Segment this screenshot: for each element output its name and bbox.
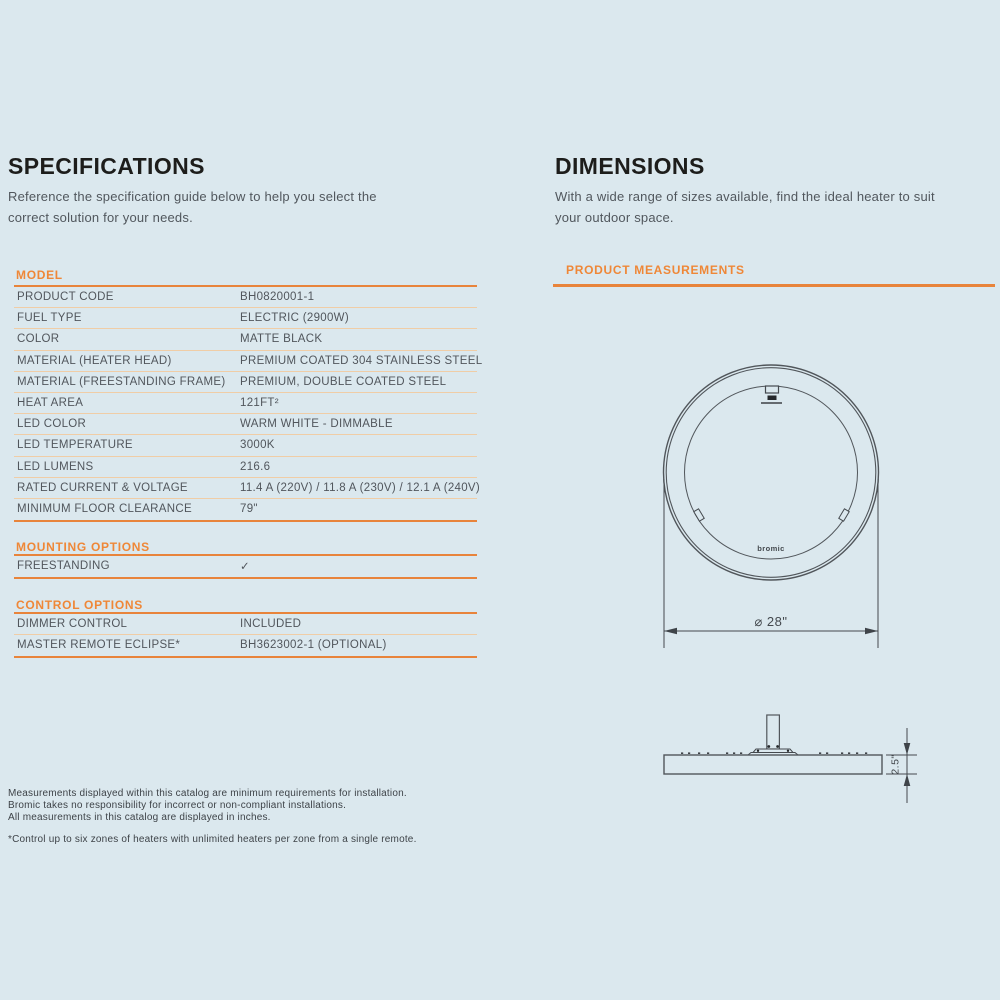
spec-row-value: 121FT² bbox=[240, 397, 279, 410]
table-row bbox=[14, 393, 477, 414]
model-table bbox=[14, 285, 483, 522]
product-drawing bbox=[555, 300, 1000, 830]
check-icon: ✓ bbox=[240, 561, 250, 574]
spec-row-label: LED COLOR bbox=[17, 418, 87, 431]
footnotes bbox=[8, 788, 417, 846]
spec-row-label: RATED CURRENT & VOLTAGE bbox=[17, 481, 188, 494]
spec-row-value: WARM WHITE - DIMMABLE bbox=[240, 418, 393, 431]
mounting-section-heading: MOUNTING OPTIONS bbox=[16, 540, 150, 554]
height-label: 2.5" bbox=[889, 754, 902, 775]
arrow-right-icon bbox=[865, 628, 878, 635]
footnote-line: Measurements displayed within this catalog are minimum requirements for installation. bbox=[8, 788, 407, 799]
product-measurements-rule bbox=[553, 284, 995, 287]
dimensions-intro-line2: your outdoor space. bbox=[555, 209, 674, 225]
control-table bbox=[14, 612, 477, 658]
spec-row-label: MATERIAL (HEATER HEAD) bbox=[17, 354, 172, 367]
spec-row-label: LED LUMENS bbox=[17, 460, 94, 473]
model-section-heading: MODEL bbox=[16, 268, 63, 282]
dimensions-intro-line1: With a wide range of sizes available, find the ideal heater to suit bbox=[555, 189, 935, 204]
table-row bbox=[14, 478, 481, 499]
table-row bbox=[14, 435, 477, 456]
table-row bbox=[14, 329, 477, 350]
left-clip bbox=[694, 509, 704, 521]
spec-row-value: MATTE BLACK bbox=[240, 333, 323, 346]
spec-row-label: FREESTANDING bbox=[17, 560, 110, 573]
spec-row-value: ELECTRIC (2900W) bbox=[240, 312, 349, 325]
dimensions-intro bbox=[555, 187, 955, 228]
spec-row-label: PRODUCT CODE bbox=[17, 291, 114, 304]
product-measurements-heading: PRODUCT MEASUREMENTS bbox=[566, 263, 745, 277]
table-row bbox=[14, 556, 477, 577]
table-row bbox=[14, 414, 477, 435]
table-row bbox=[14, 499, 477, 520]
spec-row-value: 3000K bbox=[240, 439, 275, 452]
diameter-label: ⌀ 28" bbox=[754, 614, 788, 629]
table-row bbox=[14, 308, 477, 329]
right-clip bbox=[839, 509, 849, 521]
top-clip bbox=[766, 386, 779, 393]
spec-row-label: DIMMER CONTROL bbox=[17, 617, 128, 630]
spec-row-value: BH3623002-1 (OPTIONAL) bbox=[240, 639, 387, 652]
emitter-mark bbox=[768, 396, 777, 401]
spec-row-label: HEAT AREA bbox=[17, 397, 84, 410]
mounting-pole bbox=[767, 715, 780, 749]
pole-bolt bbox=[776, 745, 779, 748]
footnote-remote-note: *Control up to six zones of heaters with unlimited heaters per zone from a single remote. bbox=[8, 834, 417, 845]
mounting-table bbox=[14, 554, 477, 579]
spec-row-label: LED TEMPERATURE bbox=[17, 439, 133, 452]
specifications-intro-line1: Reference the specification guide below to help you select the bbox=[8, 189, 377, 204]
spec-row-label: MINIMUM FLOOR CLEARANCE bbox=[17, 503, 192, 516]
heater-disc bbox=[664, 755, 882, 774]
heater-side-view bbox=[664, 715, 882, 774]
spec-row-value: INCLUDED bbox=[240, 617, 302, 630]
table-row bbox=[14, 635, 477, 656]
table-row bbox=[14, 351, 483, 372]
pole-bolt bbox=[767, 745, 770, 748]
spec-row-value: PREMIUM, DOUBLE COATED STEEL bbox=[240, 375, 447, 388]
spec-row-label: FUEL TYPE bbox=[17, 312, 82, 325]
arrow-left-icon bbox=[664, 628, 677, 635]
spec-row-label: MATERIAL (FREESTANDING FRAME) bbox=[17, 375, 226, 388]
table-row bbox=[14, 457, 477, 478]
spec-row-value: 216.6 bbox=[240, 460, 271, 473]
dimensions-title: DIMENSIONS bbox=[555, 153, 705, 179]
arrow-up-icon bbox=[904, 774, 911, 786]
table-row bbox=[14, 614, 477, 635]
spec-row-value: BH0820001-1 bbox=[240, 291, 315, 304]
spec-row-value: 11.4 A (220V) / 11.8 A (230V) / 12.1 A (240V) bbox=[240, 481, 481, 494]
specifications-intro-line2: correct solution for your needs. bbox=[8, 209, 193, 225]
table-row bbox=[14, 287, 477, 308]
specifications-title: SPECIFICATIONS bbox=[8, 153, 205, 179]
arrow-down-icon bbox=[904, 743, 911, 755]
spec-row-label: COLOR bbox=[17, 333, 60, 346]
spec-row-label: MASTER REMOTE ECLIPSE* bbox=[17, 639, 181, 652]
spec-row-value: PREMIUM COATED 304 STAINLESS STEEL bbox=[240, 354, 483, 367]
specifications-intro bbox=[8, 187, 428, 228]
brand-logo-text: bromic bbox=[757, 544, 785, 553]
footnote-line: Bromic takes no responsibility for incorrect or non-compliant installations. bbox=[8, 800, 347, 811]
control-section-heading: CONTROL OPTIONS bbox=[16, 598, 143, 612]
spec-row-value: 79" bbox=[240, 503, 258, 516]
table-row bbox=[14, 372, 477, 393]
plate-bolt bbox=[787, 750, 789, 752]
footnote-line: All measurements in this catalog are displayed in inches. bbox=[8, 812, 271, 823]
plate-bolt bbox=[757, 750, 759, 752]
